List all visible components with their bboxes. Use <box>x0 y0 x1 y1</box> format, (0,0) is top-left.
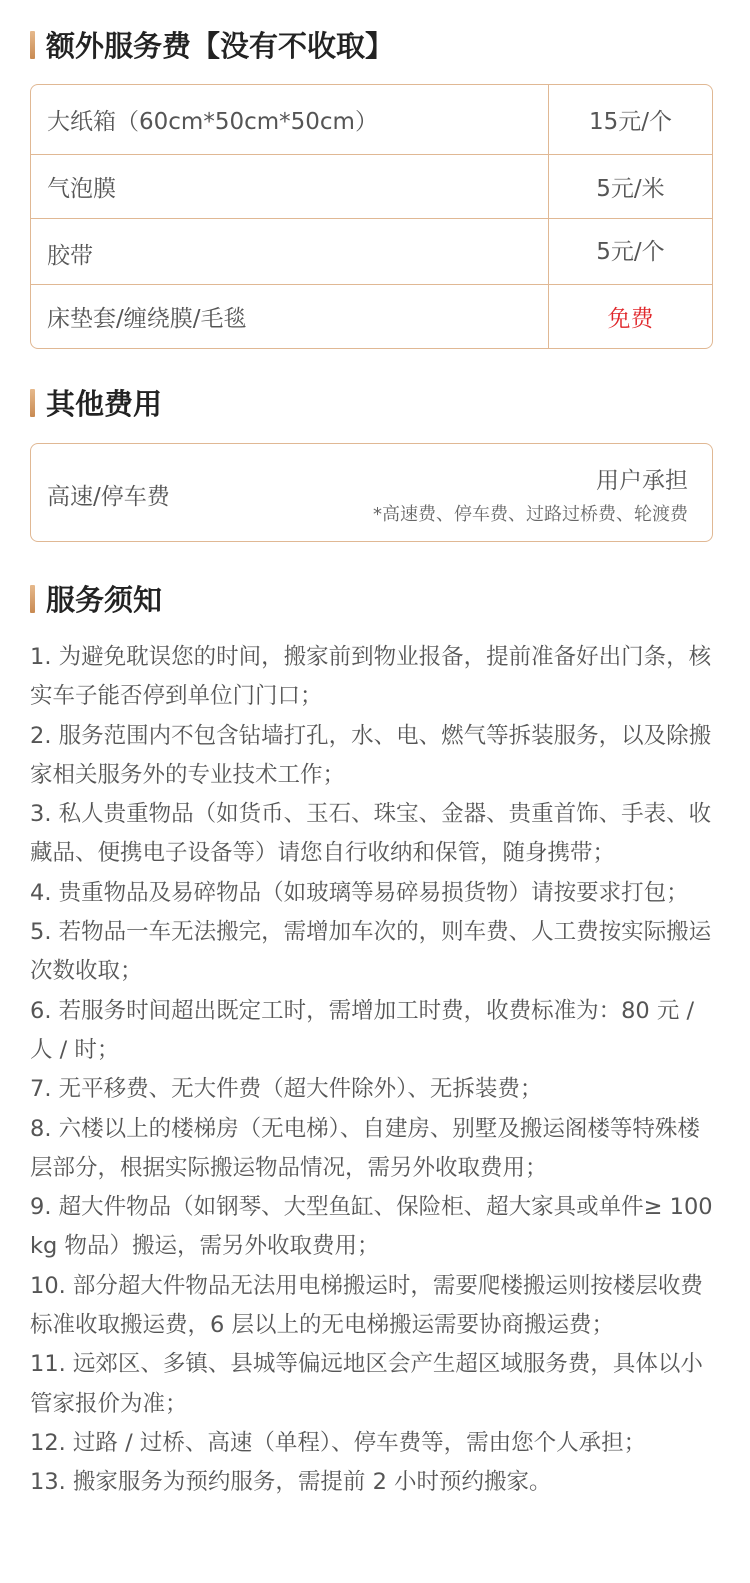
table-row <box>31 218 712 284</box>
list-item: 6. 若服务时间超出既定工时，需增加工时费，收费标准为：80 元 / 人 / 时； <box>30 997 695 1063</box>
list-item: 11. 远郊区、多镇、县城等偏远地区会产生超区域服务费，具体以小管家报价为准； <box>30 1351 703 1417</box>
other-fee-name: 高速/停车费 <box>47 484 170 510</box>
list-item: 1. 为避免耽误您的时间，搬家前到物业报备，提前准备好出门条，核实车子能否停到单位门门口； <box>30 644 712 710</box>
fee-item-price: 5元/个 <box>596 239 665 265</box>
other-fee-value: 用户承担 <box>596 468 688 494</box>
list-item: 2. 服务范围内不包含钻墙打孔，水、电、燃气等拆装服务，以及除搬家相关服务外的专业技术工作； <box>30 722 712 788</box>
list-item: 4. 贵重物品及易碎物品（如玻璃等易碎易损货物）请按要求打包； <box>30 879 689 906</box>
fee-item-name: 胶带 <box>31 219 549 284</box>
extra-fees-heading <box>30 24 394 65</box>
list-item: 8. 六楼以上的楼梯房（无电梯）、自建房、别墅及搬运阁楼等特殊楼层部分，根据实际搬运物品情况，需另外收取费用； <box>30 1115 700 1181</box>
list-item: 3. 私人贵重物品（如货币、玉石、珠宝、金器、贵重首饰、手表、收藏品、便携电子设备等）请您自行收纳和保管，随身携带； <box>30 801 712 867</box>
list-item: 5. 若物品一车无法搬完，需增加车次的，则车费、人工费按实际搬运次数收取； <box>30 919 712 985</box>
notice-title: 服务须知 <box>46 583 163 617</box>
other-fee-note: *高速费、停车费、过路过桥费、轮渡费 <box>373 504 688 525</box>
extra-fees-table <box>30 84 713 349</box>
other-fees-heading <box>30 382 162 423</box>
other-fees-box <box>30 443 713 542</box>
list-item: 7. 无平移费、无大件费（超大件除外）、无拆装费； <box>30 1076 543 1103</box>
title-accent-bar <box>30 31 35 59</box>
fee-item-name: 床垫套/缠绕膜/毛毯 <box>31 285 549 348</box>
table-row <box>31 154 712 218</box>
notice-list <box>30 638 720 1503</box>
extra-fees-title: 额外服务费【没有不收取】 <box>46 29 395 63</box>
table-row <box>31 284 712 348</box>
list-item: 9. 超大件物品（如钢琴、大型鱼缸、保险柜、超大家具或单件≥ 100kg 物品）搬运，需另外收取费用； <box>30 1194 713 1260</box>
other-fees-title: 其他费用 <box>46 387 163 421</box>
fee-item-name: 气泡膜 <box>31 155 549 218</box>
fee-item-name: 大纸箱（60cm*50cm*50cm） <box>31 85 549 154</box>
list-item: 13. 搬家服务为预约服务，需提前 2 小时预约搬家。 <box>30 1469 552 1496</box>
title-accent-bar <box>30 585 35 613</box>
notice-heading <box>30 578 162 619</box>
list-item: 12. 过路 / 过桥、高速（单程）、停车费等，需由您个人承担； <box>30 1429 647 1456</box>
title-accent-bar <box>30 389 35 417</box>
table-row <box>31 85 712 154</box>
fee-item-price: 5元/米 <box>596 176 665 202</box>
fee-item-price-free: 免费 <box>607 306 654 332</box>
fee-item-price: 15元/个 <box>588 109 672 135</box>
list-item: 10. 部分超大件物品无法用电梯搬运时，需要爬楼搬运则按楼层收费标准收取搬运费，6 层以上的无电梯搬运需要协商搬运费； <box>30 1272 703 1339</box>
